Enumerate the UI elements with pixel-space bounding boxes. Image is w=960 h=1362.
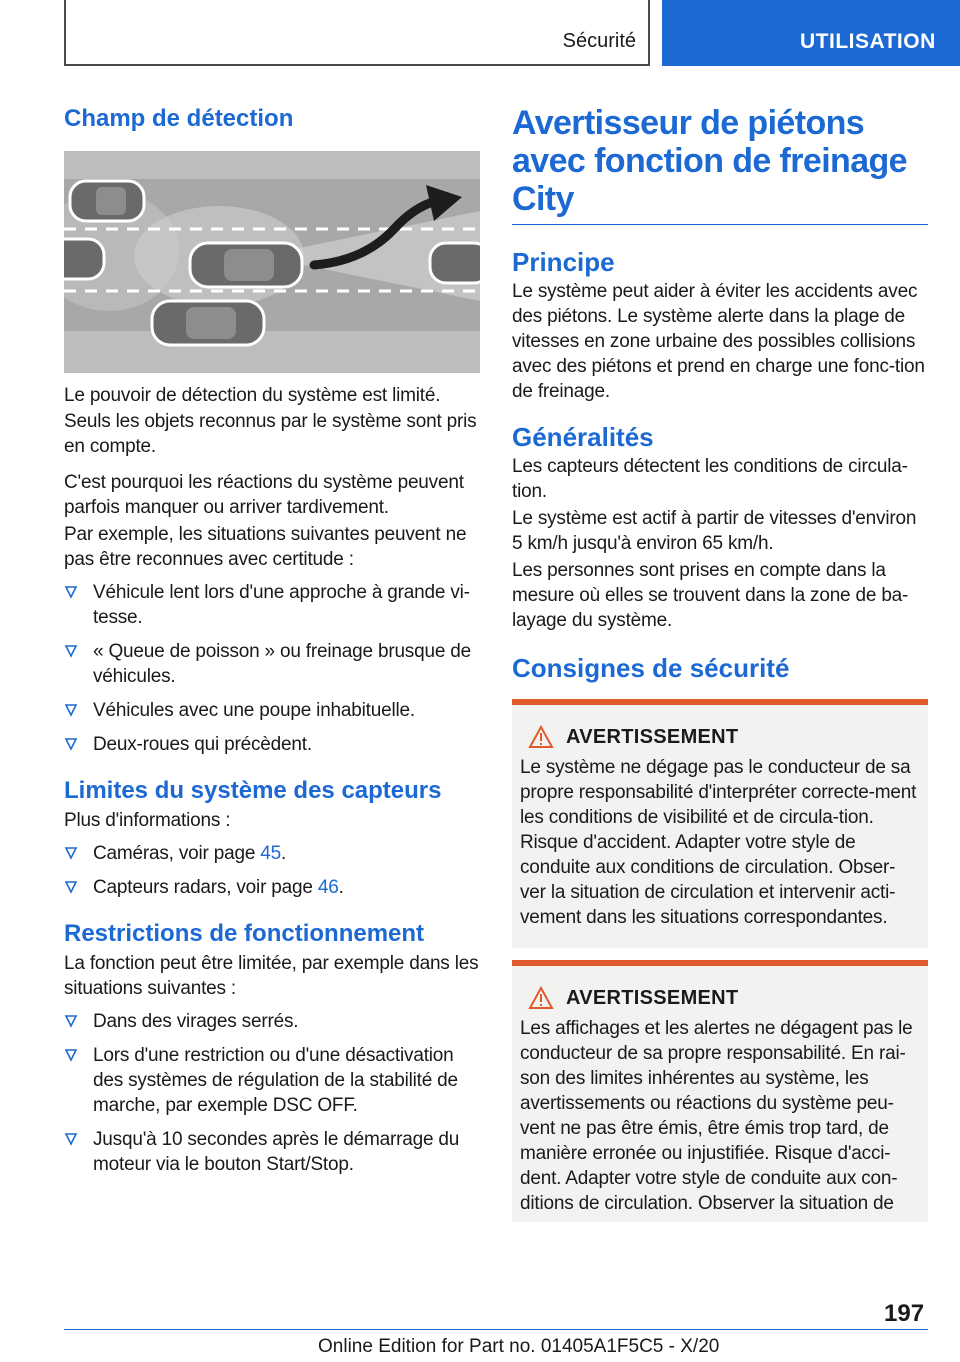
paragraph: La fonction peut être limitée, par exemple dans les situations suivantes : xyxy=(64,953,479,999)
link-page-45[interactable]: 45 xyxy=(260,843,282,864)
paragraph: Les personnes sont prises en compte dans la mesure où elles se trouvent dans la zone de ba-layage du système. xyxy=(512,560,909,631)
heading-principle: Principe xyxy=(512,247,615,277)
warning-title: AVERTISSEMENT xyxy=(566,725,739,748)
warning-title: AVERTISSEMENT xyxy=(566,986,739,1009)
header-section-box xyxy=(64,0,650,66)
page-number: 197 xyxy=(884,1300,925,1327)
detection-field-illustration xyxy=(64,151,480,373)
paragraph: Les capteurs détectent les conditions de circula-tion. xyxy=(512,456,908,502)
paragraph: Par exemple, les situations suivantes peuvent ne pas être reconnues avec certitude : xyxy=(64,524,467,570)
list-item: Véhicules avec une poupe inhabituelle. xyxy=(64,698,480,723)
list-item: Caméras, voir page 45. xyxy=(64,841,480,866)
bullet-triangle-icon xyxy=(64,703,78,718)
bullet-triangle-icon xyxy=(64,1048,78,1063)
header-chapter-tab xyxy=(662,0,960,66)
footer-edition: Online Edition for Part no. 01405A1F5C5 - X/20 xyxy=(318,1336,720,1357)
warning-triangle-icon xyxy=(528,986,554,1010)
bullet-triangle-icon xyxy=(64,644,78,659)
list-item: Lors d'une restriction ou d'une désactivation des systèmes de régulation de la stabilité de marche, par exemple DSC OFF. xyxy=(64,1043,480,1118)
warning-header xyxy=(528,984,920,1012)
list-item: Deux-roues qui précèdent. xyxy=(64,732,480,757)
list-item: « Queue de poisson » ou freinage brusque de véhicules. xyxy=(64,639,480,689)
list-item: Véhicule lent lors d'une approche à grande vi-tesse. xyxy=(64,580,480,630)
header-section-label: Sécurité xyxy=(562,30,636,52)
warning-text: Le système ne dégage pas le conducteur de sa propre responsabilité d'interpréter correcte-ment les conditions de visibilité et de circula-tion. Risque d'accident. Adapter votre style de conduite aux conditions de circulation. Obser-ver la situation de circulation et intervenir acti-vement dans les situations correspondantes. xyxy=(520,757,917,928)
warning-box xyxy=(512,699,928,948)
paragraph: Seuls les objets reconnus par le système sont pris en compte. xyxy=(64,411,477,457)
bullet-triangle-icon xyxy=(64,585,78,600)
paragraph: C'est pourquoi les réactions du système peuvent parfois manquer ou arriver tardivement. xyxy=(64,472,464,518)
bullet-triangle-icon xyxy=(64,1132,78,1147)
paragraph: Le système peut aider à éviter les accidents avec des piétons. Le système alerte dans la plage de vitesses en zone urbaine des possibles collisions avec des piétons et prend en charge une fonc-tion de freinage. xyxy=(512,281,925,402)
warning-triangle-icon xyxy=(528,725,554,749)
left-column xyxy=(64,96,480,1177)
right-column xyxy=(512,96,928,1222)
bullet-triangle-icon xyxy=(64,880,78,895)
heading-restrictions: Restrictions de fonctionnement xyxy=(64,920,425,947)
warning-box xyxy=(512,960,928,1222)
heading-detection-field: Champ de détection xyxy=(64,105,294,132)
unreliable-situations-list xyxy=(64,580,480,757)
chapter-title: Avertisseur de piétons avec fonction de freinage City xyxy=(512,104,928,225)
paragraph: Le système est actif à partir de vitesses d'environ 5 km/h jusqu'à environ 65 km/h. xyxy=(512,508,917,554)
list-item: Capteurs radars, voir page 46. xyxy=(64,875,480,900)
heading-safety: Consignes de sécurité xyxy=(512,653,790,683)
footer-divider xyxy=(64,1329,928,1330)
warning-text: Les affichages et les alertes ne dégagent pas le conducteur de sa propre responsabilité. En rai-son des limites inhérentes au système, les avertissements ou réactions du système peu-vent ne pas être émis, être émis trop tard, de manière erronée ou injustifiée. Risque d'acci-dent. Adapter votre style de conduite aux con-ditions de circulation. Observer la situation de xyxy=(520,1018,913,1214)
warning-header xyxy=(528,723,920,751)
heading-general: Généralités xyxy=(512,422,654,452)
link-page-46[interactable]: 46 xyxy=(317,877,339,898)
bullet-triangle-icon xyxy=(64,1014,78,1029)
paragraph: Le pouvoir de détection du système est limité. xyxy=(64,385,441,406)
list-item: Dans des virages serrés. xyxy=(64,1009,480,1034)
paragraph: Plus d'informations : xyxy=(64,810,231,831)
bullet-triangle-icon xyxy=(64,737,78,752)
heading-sensor-limits: Limites du système des capteurs xyxy=(64,777,442,804)
bullet-triangle-icon xyxy=(64,846,78,861)
restrictions-list xyxy=(64,1009,480,1177)
header-chapter-label: UTILISATION xyxy=(800,30,936,53)
list-item: Jusqu'à 10 secondes après le démarrage du moteur via le bouton Start/Stop. xyxy=(64,1127,480,1177)
sensor-references-list xyxy=(64,841,480,900)
